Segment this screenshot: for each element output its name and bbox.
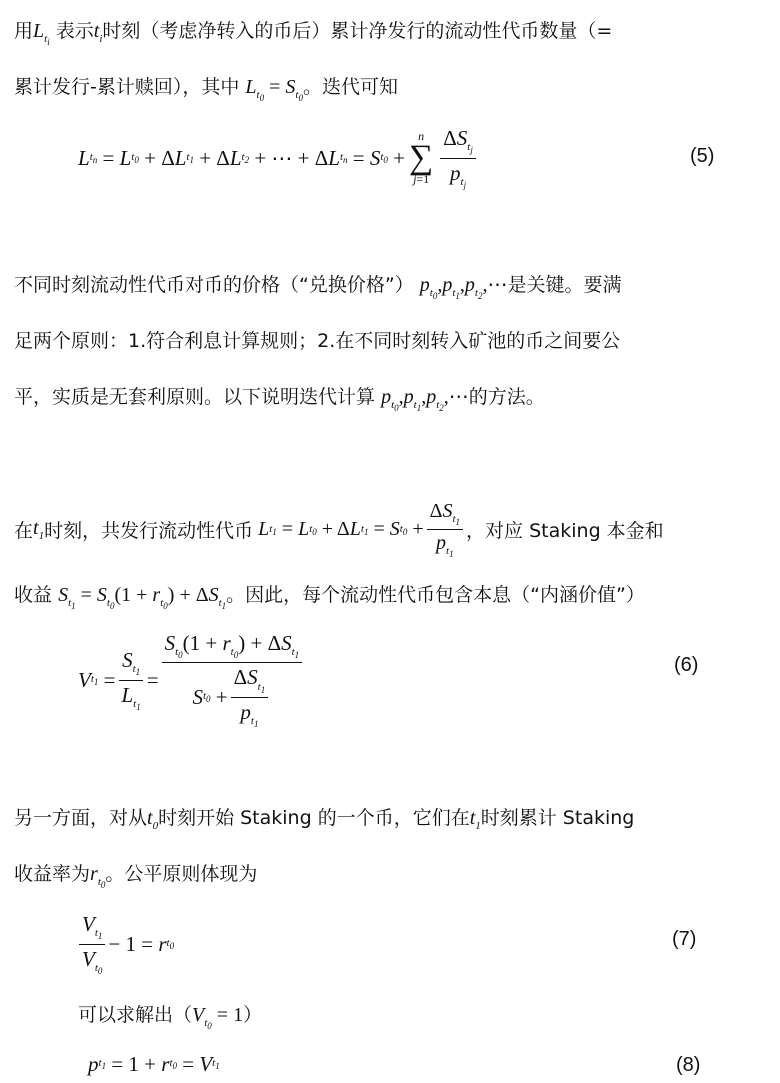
paragraph-2-line-3: 平，实质是无套利原则。以下说明迭代计算 $p_{t_0},p_{t_1},p_{t_2},\cdots$的方法。 (14, 386, 545, 414)
math-V-t0-equals-1: $V_{t_0} = 1$ (192, 1004, 244, 1032)
math-L-t1-equation: L $t_1$ = L $t_0$ + Δ L $t_1$ = S $t_0$ + $\frac{\Delta S_{t_1}}{p_{t_1}}$ (253, 500, 466, 559)
equation-7-number: (7) (672, 928, 697, 950)
solve-line: 可以求解出$(V_{t_0} = 1)$ (78, 1004, 263, 1032)
math-t1-b: $t_1$ (469, 807, 481, 832)
equation-8: p $t_1$ = 1 + r $t_0$ = V $t_1$ (88, 1052, 220, 1076)
equation-8-number: (8) (676, 1054, 701, 1076)
math-t1: $t_1$ (33, 517, 45, 543)
equation-5-number: (5) (690, 145, 715, 167)
math-S-t1-equation: $S_{t_1} = S_{t_0}(1 + r_{t_0}) + \Delta S_{t_1}$ (58, 584, 227, 612)
paragraph-1-line-1: 用$L_{t_i}$ 表示$t_i$时刻（考虑净转入的币后）累计净发行的流动性代币数量（= (14, 20, 613, 48)
math-ti: $t_i$ (93, 20, 103, 45)
paragraph-3-line-2: 收益 $S_{t_1} = S_{t_0}(1 + r_{t_0}) + \Delta S_{t_1}$。因此，每个流动性代币包含本息（“内涵价值”） (14, 584, 645, 612)
math-r-t0: $r_{t_0}$ (90, 863, 106, 891)
summation-symbol: n ∑ j=1 (409, 129, 434, 186)
equation-6: V $t_1$ = $\frac{S_{t_1}}{L_{t_1}}$ = $S_{t_0}(1 + r_{t_0}) + \Delta S_{t_1}$ S $t_0$ + $\frac{\Delta S_{t_1}}{p_{t_1}}$ (78, 632, 305, 728)
fraction-value-eq6: $S_{t_0}(1 + r_{t_0}) + \Delta S_{t_1}$ S $t_0$ + $\frac{\Delta S_{t_1}}{p_{t_1}}$ (162, 631, 303, 729)
equation-7: $\frac{V_{t_1}}{V_{t_0}}$ − 1 = r $t_0$ (76, 914, 174, 974)
equation-5: L $t_n$ = L $t_0$ + Δ L $t_1$ + Δ L $t_2$ + ⋯ + Δ L $t_n$ = S $t_0$ + n ∑ j=1 $\frac{\Delta S_{t_j}}{p_{t_j}}$ (78, 130, 479, 186)
fraction-delta-S-over-p: $\frac{\Delta S_{t_j}}{p_{t_j}}$ (440, 126, 476, 190)
math-L-t0-equals-S-t0: $L_{t_0} = S_{t_0}$ (245, 76, 303, 104)
paragraph-2-line-2: 足两个原则：1.符合利息计算规则；2.在不同时刻转入矿池的币之间要公 (14, 330, 621, 352)
paragraph-1-line-2: 累计发行-累计赎回），其中 $L_{t_0} = S_{t_0}$。迭代可知 (14, 76, 398, 104)
paragraph-4-line-2: 收益率为$r_{t_0}$。公平原则体现为 (14, 863, 258, 891)
paragraph-2-line-1: 不同时刻流动性代币对币的价格（“兑换价格”） $p_{t_0},p_{t_1},p_{t_2},\cdots$是关键。要满 (14, 274, 622, 302)
math-L-ti: $L_{t_i}$ (33, 20, 50, 48)
paragraph-4-line-1: 另一方面，对从$t_0$时刻开始 Staking 的一个币，它们在$t_1$时刻累计 Staking (14, 807, 635, 832)
equation-6-number: (6) (674, 654, 699, 676)
math-price-sequence: $p_{t_0},p_{t_1},p_{t_2},\cdots$ (419, 274, 508, 302)
math-t0: $t_0$ (147, 807, 159, 832)
math-price-sequence-2: $p_{t_0},p_{t_1},p_{t_2},\cdots$ (381, 386, 469, 414)
paragraph-3-line-1: 在 $t_1$ 时刻，共发行流动性代币 L $t_1$ = L $t_0$ + Δ L $t_1$ = S $t_0$ + $\frac{\Delta S_{t_1}}{p_{t_1}}$ ，对应 Staking 本金和 (14, 500, 664, 560)
